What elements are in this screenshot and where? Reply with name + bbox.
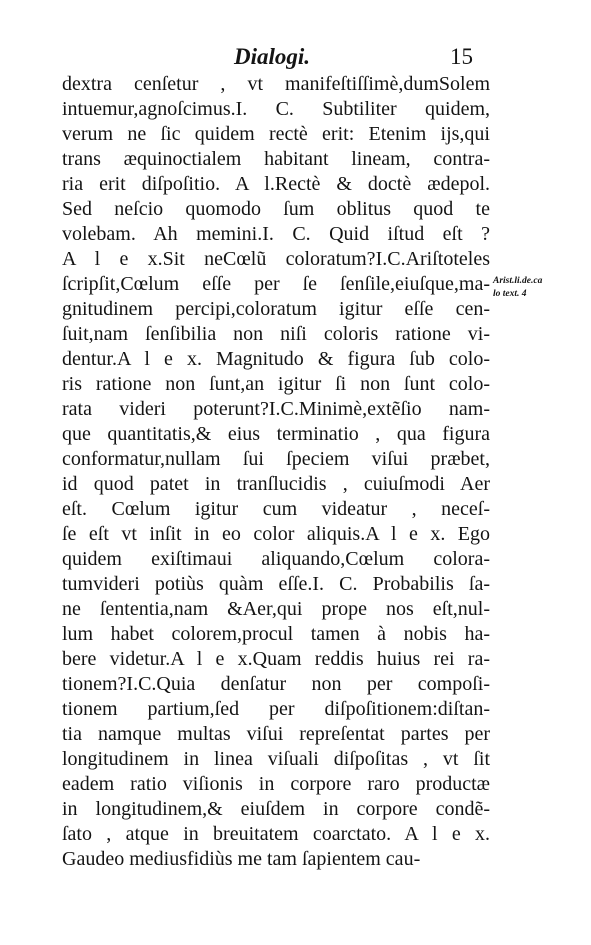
text-line: quidem exiſtimaui aliquando,Cœlum colora- [62,548,490,570]
text-line: gnitudinem percipi,coloratum igitur eſſe cen- [62,298,490,320]
text-line: dentur.A l e x. Magnitudo & figura ſub colo- [62,348,490,370]
text-line: ſato , atque in breuitatem coarctato. A l e x. [62,823,490,845]
body-text [62,72,490,872]
text-line: Gaudeo mediusfidiùs me tam ſapientem cau- [62,848,421,870]
running-title: Dialogi. [234,44,311,69]
text-line: tia namque multas viſui repreſentat partes per [62,723,490,745]
text-line: Sed neſcio quomodo ſum oblitus quod te [62,198,490,220]
text-line: in longitudinem,& eiuſdem in corpore condẽ- [62,798,490,820]
text-line: tionem?I.C.Quia denſatur non per compoſi- [62,673,490,695]
marginal-note [493,275,583,301]
text-line: tionem partium,ſed per diſpoſitionem:diſtan- [62,698,490,720]
text-line: id quod patet in tranſlucidis , cuiuſmodi Aer [62,473,490,495]
text-line: ſe eſt vt inſit in eo color aliquis.A l e x. Ego [62,523,490,545]
page-number: 15 [450,44,473,69]
text-line: eſt. Cœlum igitur cum videatur , neceſ- [62,498,490,520]
text-line: rata videri poterunt?I.C.Minimè,extẽſio nam- [62,398,490,420]
text-line: conformatur,nullam ſui ſpeciem viſui præbet, [62,448,490,470]
text-line: A l e x.Sit neCœlũ coloratum?I.C.Ariſtoteles [62,248,490,270]
running-head [60,43,490,71]
text-line: lum habet colorem,procul tamen à nobis ha- [62,623,490,645]
text-line: ris ratione non ſunt,an igitur ſi non ſunt colo- [62,373,490,395]
text-line: tumvideri potiùs quàm eſſe.I. C. Probabilis ſa- [62,573,490,595]
marginal-note-line: lo text. 4 [493,289,527,299]
text-line: bere videtur.A l e x.Quam reddis huius rei ra- [62,648,490,670]
text-line: intuemur,agnoſcimus.I. C. Subtiliter quidem, [62,98,490,120]
text-line: dextra cenſetur , vt manifeſtiſſimè,dumSolem [62,73,490,95]
text-line: longitudinem in linea viſuali diſpoſitas , vt ſit [62,748,490,770]
text-line: volebam. Ah memini.I. C. Quid iſtud eſt ? [62,223,490,245]
text-line: que quantitatis,& eius terminatio , qua figura [62,423,490,445]
text-line: ne ſententia,nam &Aer,qui prope nos eſt,nul- [62,598,490,620]
text-line: ria erit diſpoſitio. A l.Rectè & doctè ædepol. [62,173,490,195]
text-line: trans æquinoctialem habitant lineam, contra- [62,148,490,170]
text-line: verum ne ſic quidem rectè erit: Etenim ijs,qui [62,123,490,145]
text-line: ſuit,nam ſenſibilia non niſi coloris ratione vi- [62,323,490,345]
text-line: ſcripſit,Cœlum eſſe per ſe ſenſile,eiuſque,ma- [62,273,490,295]
marginal-note-line: Arist.li.de.ca [493,276,543,286]
text-line: eadem ratio viſionis in corpore raro productæ [62,773,490,795]
